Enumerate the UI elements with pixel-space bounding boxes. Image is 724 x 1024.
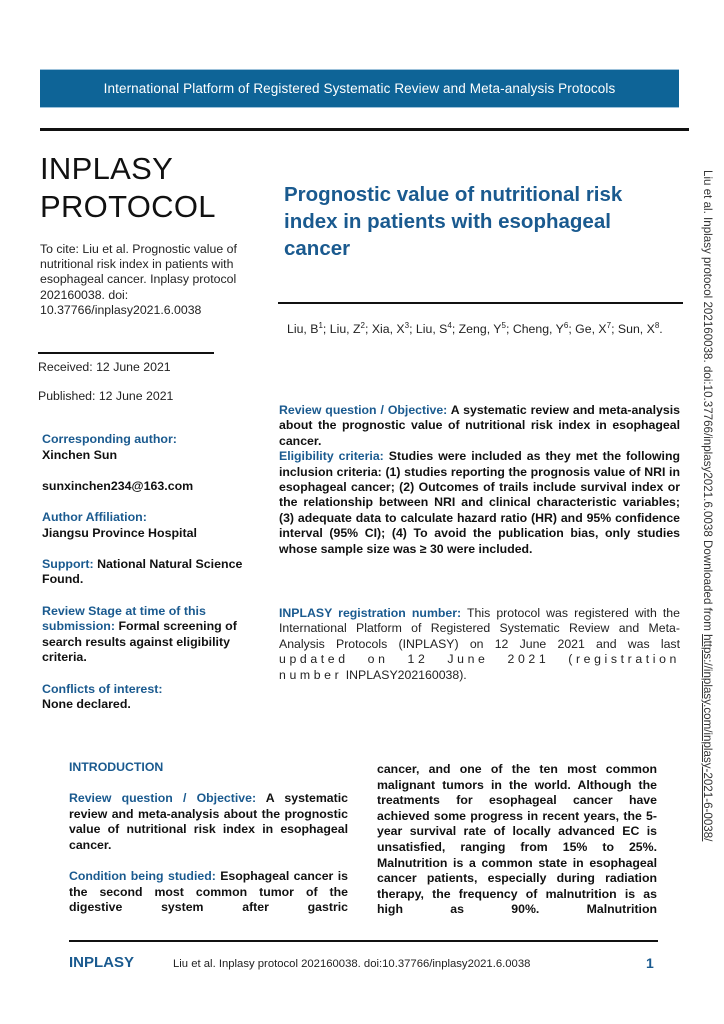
intro-column-1 xyxy=(69,760,348,932)
published-date: Published: 12 June 2021 xyxy=(38,389,174,403)
author-affiliation-number: 2 xyxy=(360,321,365,330)
brand-line-2: PROTOCOL xyxy=(40,189,216,224)
side-download-note xyxy=(701,170,714,841)
banner-title: International Platform of Registered Systematic Review and Meta-analysis Protocols xyxy=(103,81,616,96)
author: Liu, $Z^2$; xyxy=(329,321,372,337)
author-list xyxy=(287,318,680,338)
registration-text-b: updated on 12 June 2021 (registration number xyxy=(279,652,680,682)
title-divider xyxy=(278,302,683,304)
citation-divider xyxy=(38,352,214,354)
article-title: Prognostic value of nutritional risk index in patients with esophageal cancer xyxy=(284,183,623,260)
review-stage xyxy=(42,604,252,666)
abstract-eligibility xyxy=(279,449,680,557)
abstract-eligibility-label: Eligibility criteria: xyxy=(279,449,384,464)
author-affiliation-number: 6 xyxy=(563,321,569,330)
support-label: Support: xyxy=(42,556,94,571)
author-name: Liu, B xyxy=(287,322,319,337)
intro-objective xyxy=(69,791,348,853)
author: Liu, $B^1$; xyxy=(287,321,330,337)
author-name: Cheng, Y xyxy=(512,322,564,337)
author-affiliation-number: 1 xyxy=(318,321,323,330)
conflicts-value: None declared. xyxy=(42,697,131,712)
intro-column-2: cancer, and one of the ten most common malignant tumors in the world. Although the treatments for esophageal cancer have achieved some progress in recent years, the 5-year survival rate of locally advanced EC is unsatisfied, ranging from 15% to 25%. Malnutrition is a common state in esophageal cancer patients, especially during radiation therapy, the frequency of malnutrition is as high as 90%. Malnutrition xyxy=(377,762,657,917)
abstract-objective-label: Review question / Objective: xyxy=(279,403,448,417)
author: Ge, $X^7$; xyxy=(575,321,618,337)
author-name: Sun, X xyxy=(617,322,655,337)
footer-citation: Liu et al. Inplasy protocol 202160038. doi:10.37766/inplasy2021.6.0038 xyxy=(173,958,531,970)
author-name: Xia, X xyxy=(371,322,405,337)
citation: To cite: Liu et al. Prognostic value of nutritional risk index in patients with esophageal cancer. Inplasy protocol 202160038. doi: 10.37766/inplasy2021.6.0038 xyxy=(40,242,237,317)
brand-line-1: INPLASY xyxy=(40,151,174,186)
intro-objective-text: A systematic review and meta-analysis about the prognostic value of nutritional risk index in esophageal cancer. xyxy=(69,791,348,852)
abstract xyxy=(279,403,680,557)
corresponding-label: Corresponding author: xyxy=(42,432,177,446)
received-date: Received: 12 June 2021 xyxy=(38,360,171,374)
affiliation-label: Author Affiliation: xyxy=(42,509,147,524)
author: Xia, $X^3$; xyxy=(371,321,416,337)
stage-value: Formal screening of search results against eligibility criteria. xyxy=(42,619,237,665)
abstract-objective xyxy=(279,403,680,449)
abstract-objective-text: A systematic review and meta-analysis about the prognostic value of nutritional risk index in esophageal cancer. xyxy=(279,403,680,448)
article-metadata xyxy=(42,432,252,728)
registration-text-a: This protocol was registered with the International Platform of Registered Systematic Review and Meta-Analysis Protocols (INPLASY) on 12 June 2021 and was last xyxy=(279,606,680,651)
corresponding-name: Xinchen Sun xyxy=(42,447,118,462)
corresponding-author xyxy=(42,432,252,463)
conflicts-label: Conflicts of interest: xyxy=(42,681,163,696)
author-affiliation-number: 3 xyxy=(404,321,410,330)
registration-label: INPLASY registration number: xyxy=(279,606,462,620)
header-divider xyxy=(40,128,689,131)
intro-condition-label: Condition being studied: xyxy=(69,869,216,884)
abstract-eligibility-text: Studies were included as they met the following inclusion criteria: (1) studies reporting the prognosis value of NRI in esophageal cancer; (2) Outcomes of trails include survival index or the relationship between NRI and clinical characteristic variables; (3) adequate data to calculate hazard ratio (HR) and 95% confidence interval (95% CI); (4) To avoid the publication bias, only studies whose sample size was ≥ 30 were included. xyxy=(279,449,680,556)
intro-objective-label: Review question / Objective: xyxy=(69,791,257,806)
intro-condition xyxy=(69,869,348,916)
author-name: Ge, X xyxy=(575,322,607,337)
intro-condition-text: Esophageal cancer is the second most common tumor of the digestive system after gastric xyxy=(69,869,348,915)
footer-divider xyxy=(69,940,658,942)
brand-title xyxy=(40,150,216,226)
author-affiliation-number: 8 xyxy=(654,321,660,330)
author-affiliation-number: 4 xyxy=(447,321,452,330)
conflicts xyxy=(42,682,252,713)
author: Sun, $X^8$. xyxy=(617,321,663,337)
author-name: Zeng, Y xyxy=(458,322,502,337)
support-value: National Natural Science Found. xyxy=(42,556,243,587)
download-link[interactable]: https://inplasy.com/inplasy-2021-6-0038/ xyxy=(701,634,714,842)
support xyxy=(42,557,252,588)
registration-text-c: INPLASY202160038). xyxy=(345,667,467,682)
author: Liu, $S^4$; xyxy=(415,321,459,337)
author-email xyxy=(42,479,252,495)
intro-heading: INTRODUCTION xyxy=(69,760,164,774)
email-text: sunxinchen234@163.com xyxy=(42,478,194,493)
stage-label: Review Stage at time of this submission: xyxy=(42,603,206,634)
author-affiliation-number: 7 xyxy=(606,321,612,330)
page-number: 1 xyxy=(646,955,654,971)
author-name: Liu, S xyxy=(415,322,448,337)
affiliation-value: Jiangsu Province Hospital xyxy=(42,525,197,540)
author-affiliation-number: 5 xyxy=(501,321,506,330)
author: Cheng, $Y^6$; xyxy=(512,321,576,337)
author-name: Liu, Z xyxy=(329,322,361,337)
side-note-text: Liu et al. Inplasy protocol 202160038. doi:10.37766/inplasy2021.6.0038 Downloaded from xyxy=(701,170,714,635)
registration-info xyxy=(279,606,680,683)
author-affiliation xyxy=(42,510,252,541)
header-banner xyxy=(40,69,679,108)
footer-brand: INPLASY xyxy=(69,954,135,971)
author: Zeng, $Y^5$; xyxy=(458,321,513,337)
